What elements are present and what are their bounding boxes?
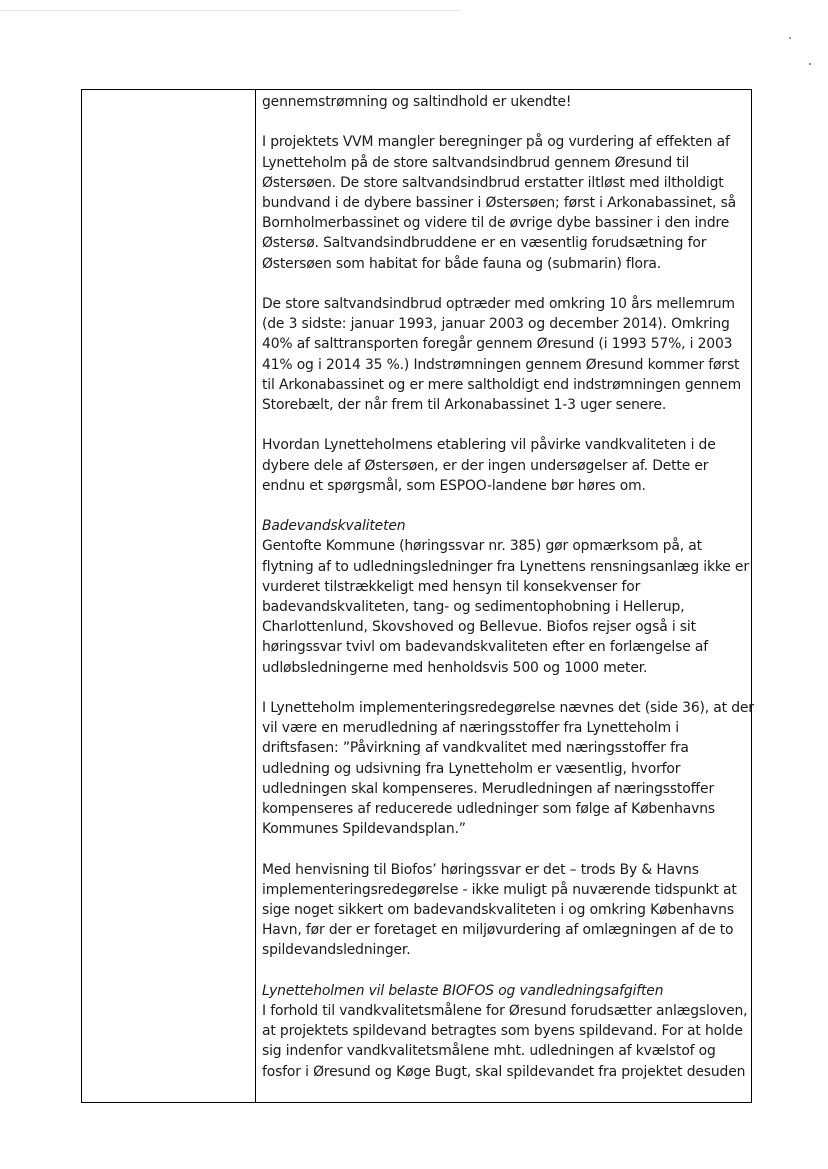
paragraph-vvm: I projektets VVM mangler beregninger på og vurdering af effekten af Lynetteholm på de store saltvandsindbrud gennem Øresund til Østersøen. De store saltvandsindbrud erstatter iltløst med iltholdigt bundvand i de dybere bassiner i Østersøen; først i Arkonabassinet, så Bornholmerbassinet og videre til de øvrige dybe bassiner i den indre Østersø. Saltvandsindbruddene er en væsentlig forudsætning for Østersøen som habitat for både fauna og (submarin) flora.	[262, 134, 737, 272]
paragraph-biofos-hoeringssvar: Med henvisning til Biofos’ høringssvar er det – trods By & Havns implementeringsredegørelse - ikke muligt på nuværende tidspunkt at sige noget sikkert om badevandskvaliteten i og omkring Københavns Havn, før der er foretaget en miljøvurdering af omlægningen af de to spildevandsledninger.	[262, 861, 737, 959]
left-column-empty	[82, 90, 256, 1103]
right-column	[256, 90, 752, 1103]
document-body	[256, 90, 754, 1102]
paragraph-implementering: I Lynetteholm implementeringsredegørelse nævnes det (side 36), at der vil være en merudledning af næringsstoffer fra Lynetteholm i driftsfasen: ”Påvirkning af vandkvalitet med næringsstoffer fra udledning og udsivning fra Lynetteholm er væsentlig, hvorfor udledningen skal kompenseres. Merudledningen af næringsstoffer kompenseres af reducerede udledninger som følge af Københavns Kommunes Spildevandsplan.”	[262, 700, 754, 838]
scan-artifact-line	[0, 10, 460, 11]
table-row	[82, 90, 752, 1103]
paragraph-gentofte: Gentofte Kommune (høringssvar nr. 385) gør opmærksom på, at flytning af to udledningsledninger fra Lynettens rensningsanlæg ikke er vurderet tilstrækkeligt med hensyn til konsekvenser for badevandskvaliteten, tang- og sedimentophobning i Hellerup, Charlottenlund, Skovshoved og Bellevue. Biofos rejser også i sit høringssvar tvivl om badevandskvaliteten efter en forlængelse af udløbsledningerne med henholdsvis 500 og 1000 meter.	[262, 538, 749, 676]
section-heading-badevand: Badevandskvaliteten	[262, 518, 406, 535]
scan-speck	[789, 37, 791, 39]
document-table	[81, 89, 752, 1103]
scan-speck	[809, 63, 811, 65]
paragraph-saltvandsindbrud: De store saltvandsindbrud optræder med omkring 10 års mellemrum (de 3 sidste: januar 1993, januar 2003 og december 2014). Omkring 40% af salttransporten foregår gennem Øresund (i 1993 57%, i 2003 41% og i 2014 35 %.) Indstrømningen gennem Øresund kommer først til Arkonabassinet og er mere saltholdigt end indstrømningen gennem Storebælt, der når frem til Arkonabassinet 1-3 uger senere.	[262, 296, 741, 414]
section-heading-biofos: Lynetteholmen vil belaste BIOFOS og vandledningsafgiften	[262, 982, 664, 999]
paragraph-espoo: Hvordan Lynetteholmens etablering vil påvirke vandkvaliteten i de dybere dele af Østersøen, er der ingen undersøgelser af. Dette er endnu et spørgsmål, som ESPOO-landene bør høres om.	[262, 437, 716, 494]
paragraph-vandkvalitetsmaal: I forhold til vandkvalitetsmålene for Øresund forudsætter anlægsloven, at projektets spildevand betragtes som byens spildevand. For at holde sig indenfor vandkvalitetsmålene mht. udledningen af kvælstof og fosfor i Øresund og Køge Bugt, skal spildevandet fra projektet desuden	[262, 1003, 748, 1080]
paragraph-continuation: gennemstrømning og saltindhold er ukendte!	[262, 94, 572, 110]
